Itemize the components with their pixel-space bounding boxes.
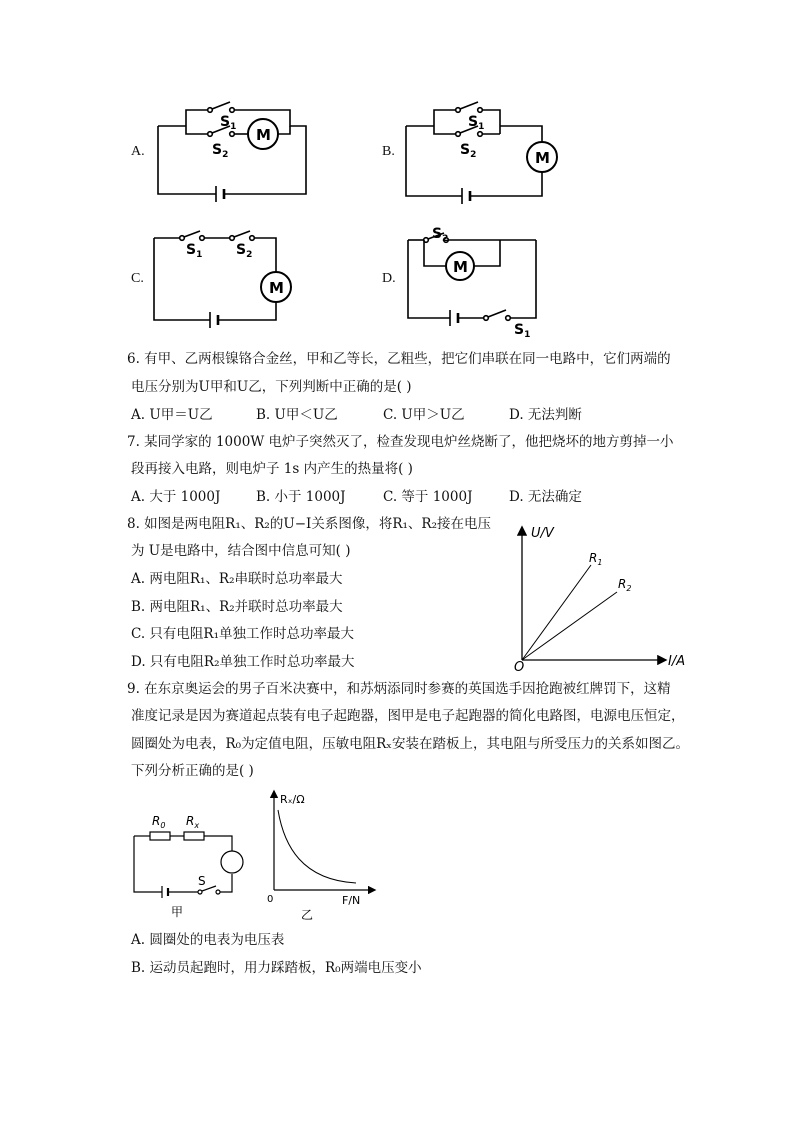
- option-c-label: C.: [131, 271, 144, 286]
- q6-option-b[interactable]: B. U甲＜U乙: [256, 407, 338, 423]
- q8-stem-line-2: 为 U是电路中，结合图中信息可知( ): [131, 543, 351, 559]
- q9-stem-line-2: 准度记录是因为赛道起点装有电子起跑器，图甲是电子起跑器的简化电路图，电源电压恒定，: [131, 708, 685, 724]
- r1-line: [522, 565, 591, 660]
- figure-yi-caption: 乙: [301, 908, 314, 922]
- x-axis-label: F/N: [342, 894, 361, 907]
- origin-label: 0: [267, 894, 274, 905]
- switch-s1-label: $S_1$: [220, 114, 237, 132]
- q9-option-a[interactable]: A. 圆圈处的电表为电压表: [131, 932, 285, 948]
- circuit-d-diagram: [400, 220, 560, 338]
- motor-label: M: [453, 258, 468, 276]
- q7-option-a[interactable]: A. 大于 1000J: [131, 489, 221, 505]
- r2-label: $R_2$: [618, 577, 632, 593]
- switch-s2-label: $S_2$: [432, 226, 449, 244]
- q8-option-b[interactable]: B. 两电阻R₁、R₂并联时总功率最大: [131, 599, 343, 615]
- q7-stem-line-2: 段再接入电路，则电炉子 1s 内产生的热量将( ): [131, 461, 413, 477]
- switch-s1-label: $S_1$: [468, 114, 485, 132]
- q7-option-d[interactable]: D. 无法确定: [509, 489, 582, 505]
- q6-option-d[interactable]: D. 无法判断: [509, 407, 582, 423]
- motor-label: M: [256, 126, 271, 144]
- q9-stem-line-1: 9. 在东京奥运会的男子百米决赛中，和苏炳添同时参赛的英国选手因抢跑被红牌罚下，这精: [127, 681, 671, 697]
- r0-label: $R_0$: [152, 814, 166, 830]
- q7-option-c[interactable]: C. 等于 1000J: [383, 489, 473, 505]
- figure-jia-caption: 甲: [171, 905, 184, 919]
- q8-option-a[interactable]: A. 两电阻R₁、R₂串联时总功率最大: [131, 571, 343, 587]
- q9-figure-jia-circuit: [128, 808, 253, 923]
- q8-option-c[interactable]: C. 只有电阻R₁单独工作时总功率最大: [131, 626, 355, 642]
- switch-s2-label: $S_2$: [236, 242, 253, 260]
- q7-option-b[interactable]: B. 小于 1000J: [256, 489, 346, 505]
- q8-stem-line-1: 8. 如图是两电阻R₁、R₂的U−I关系图像，将R₁、R₂接在电压: [127, 516, 491, 532]
- motor-label: M: [269, 279, 284, 297]
- switch-s2-label: $S_2$: [460, 142, 477, 160]
- y-axis-label: U/V: [531, 526, 554, 541]
- q9-stem-line-3: 圆圈处为电表，R₀为定值电阻，压敏电阻Rₓ安装在踏板上，其电阻与所受压力的关系如图乙。: [131, 736, 689, 752]
- q6-stem-line-2: 电压分别为U甲和U乙，下列判断中正确的是( ): [131, 379, 412, 395]
- motor-label: M: [535, 149, 550, 167]
- option-b-label: B.: [382, 144, 395, 159]
- q9-figure-yi-graph: [262, 786, 387, 924]
- q6-option-c[interactable]: C. U甲＞U乙: [383, 407, 465, 423]
- y-axis-label: Rₓ/Ω: [280, 793, 305, 806]
- origin-label: O: [514, 660, 525, 672]
- q9-stem-line-4: 下列分析正确的是( ): [131, 763, 254, 779]
- q8-ui-graph: [505, 520, 705, 672]
- r2-line: [522, 592, 617, 660]
- circuit-b-diagram: [400, 96, 560, 206]
- option-d-label: D.: [382, 271, 396, 286]
- x-axis-label: I/A: [668, 654, 686, 669]
- circuit-a-diagram: [150, 96, 320, 202]
- q8-option-d[interactable]: D. 只有电阻R₂单独工作时总功率最大: [131, 654, 355, 670]
- switch-s-label: S: [198, 874, 206, 888]
- q7-stem-line-1: 7. 某同学家的 1000W 电炉子突然灭了，检查发现电炉丝烧断了，他把烧坏的地方剪掉一小: [127, 434, 674, 450]
- q6-stem-line-1: 6. 有甲、乙两根镍铬合金丝，甲和乙等长，乙粗些，把它们串联在同一电路中，它们两端的: [127, 351, 671, 367]
- option-a-label: A.: [131, 144, 145, 159]
- switch-s2-label: $S_2$: [212, 142, 229, 160]
- switch-s1-label: $S_1$: [186, 242, 203, 260]
- rx-label: $R_x$: [186, 814, 200, 830]
- switch-s1-label: $S_1$: [514, 322, 531, 338]
- q6-option-a[interactable]: A. U甲＝U乙: [131, 407, 213, 423]
- circuit-c-diagram: [146, 226, 306, 332]
- q9-option-b[interactable]: B. 运动员起跑时，用力踩踏板，R₀两端电压变小: [131, 960, 422, 976]
- r1-label: $R_1$: [589, 551, 603, 567]
